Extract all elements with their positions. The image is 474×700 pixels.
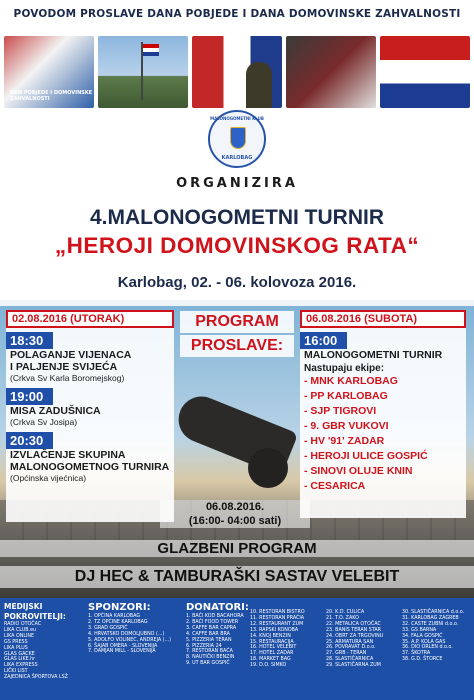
logo-bottom-text: KARLOBAG: [221, 155, 253, 161]
media-sponsor: LIKA EXPRESS: [4, 663, 38, 669]
tournament-title: 4.MALONOGOMETNI TURNIR: [90, 206, 384, 229]
donor: 15. RESTAURACIJA: [250, 639, 294, 645]
donor: 37. ŠKOTRA: [402, 651, 431, 657]
donor: 1. BAĆI KOD BACAHORA: [186, 614, 244, 619]
donor: 3. CAFFE BAR CAPRA: [186, 625, 237, 631]
donors-column-2: [250, 610, 322, 669]
donor: 29. SLASTIČARNA ZUM: [326, 663, 381, 669]
day2-event: MALONOGOMETNI TURNIR: [304, 349, 443, 361]
donor: 23. BANIS TERAN STAR: [326, 627, 382, 633]
team-item: - CESARICA: [304, 480, 366, 492]
donor: 5. PIZZERIA TERAN: [186, 637, 232, 643]
team-item: - 9. GBR VUKOVI: [304, 420, 389, 432]
program-word: PROGRAM: [180, 311, 294, 333]
logo-top-text: MALONOGOMETNI KLUB: [210, 116, 264, 121]
donor: 26. POVRAVAT D.o.o.: [326, 645, 376, 651]
day2-schedule: [300, 310, 466, 518]
soldier-figure: [246, 62, 272, 108]
day2-date: 06.08.2016 (SUBOTA): [300, 310, 466, 328]
team-item: - PP KARLOBAG: [304, 390, 388, 402]
media-sponsors-column: [4, 602, 86, 681]
donor: 7. RESTORAN BAĆA: [186, 649, 233, 655]
team-item: - HEROJI ULICE GOSPIĆ: [304, 450, 428, 462]
sponsor: 2. TZ OPĆINE KARLOBAG: [88, 619, 148, 625]
tournament-date: 06.08.2016.: [205, 501, 265, 513]
organizer-label: ORGANIZIRA: [176, 176, 298, 191]
media-sponsor: GS PRESS: [4, 639, 28, 645]
donor: 4. CAFFE BAR BRA: [186, 631, 230, 637]
photo-soldier-portrait: [286, 36, 376, 108]
media-sponsors-title: MEDIJSKI POKROVITELJI:: [4, 602, 66, 621]
donor: 32. CASTE ZUBNI d.o.o.: [402, 621, 459, 627]
donor: 13. RAPSKI KONOBA: [250, 627, 299, 633]
sponsor: 5. ADOLFO VOLINEC, ANDREJA (...): [88, 637, 172, 643]
sponsor: 3. GRAD GOSPIĆ: [88, 625, 128, 631]
team-item: - MNK KARLOBAG: [304, 375, 398, 387]
tournament-time: [160, 500, 310, 528]
event1-location: (Crkva Sv Karla Boromejskog): [10, 373, 125, 383]
event3-time: 20:30: [6, 432, 53, 449]
team-item: - HV '91' ZADAR: [304, 435, 385, 447]
donor: 38. G.D. ŠTORCE: [402, 657, 443, 663]
media-sponsor: GLAS LIKE.hr: [4, 657, 36, 663]
donor: 8. NAUTIČKI BENZIN: [186, 655, 235, 661]
photo-caption: DAN POBJEDE I DOMOVINSKE ZAHVALNOSTI: [10, 90, 93, 102]
team-item: - SINOVI OLUJE KNIN: [304, 465, 413, 477]
photo-flag-banner: [4, 36, 94, 108]
program-heading: [180, 311, 294, 359]
day1-schedule: [6, 310, 174, 522]
media-sponsor: LIKA PLUS: [4, 645, 28, 651]
sponsors-title: SPONZORI:: [88, 602, 151, 613]
club-logo: [208, 110, 266, 168]
donors-title: DONATORI:: [186, 602, 249, 613]
event1-title-line2: I PALJENJE SVIJEĆA: [10, 361, 118, 373]
photo-strip: [4, 36, 470, 108]
donor: 22. METALICA OTOČAC: [326, 621, 381, 627]
donor: 27. GRB - TERAN: [326, 651, 367, 657]
donor: 35. A.P. KOLA GAS: [402, 639, 446, 645]
event1-time: 18:30: [6, 332, 53, 349]
event2-time: 19:00: [6, 388, 53, 405]
donor: 14. KNOJ BENZIN: [250, 633, 291, 639]
donor: 25. ARMATURA SAN: [326, 639, 374, 645]
media-sponsor: RADIO OTOČAC: [4, 622, 42, 627]
donor: 19. D.O. SIMKO: [250, 663, 287, 669]
donor: 16. HOTEL VELEBIT: [250, 645, 297, 651]
sponsor: 7. DAMJAN MILL - SLOVENIJA: [88, 649, 156, 655]
event3-title-line2: MALONOGOMETNOG TURNIRA: [10, 461, 170, 473]
donor: 11. RESTORAN PRAĆIA: [250, 615, 305, 621]
donor: 28. SLASTIČARNICA: [326, 657, 374, 663]
donors-column-4: [402, 610, 472, 663]
donor: 20. K.D. CULICA: [326, 610, 365, 615]
event1-title-line1: POLAGANJE VIJENACA: [10, 349, 132, 361]
tournament-hours: (16:00- 04:00 sati): [188, 515, 282, 527]
music-program-title: GLAZBENI PROGRAM: [0, 540, 474, 557]
photo-flag-crowd: [380, 36, 470, 108]
tournament-name: „HEROJI DOMOVINSKOG RATA“: [54, 233, 420, 258]
proslave-word: PROSLAVE:: [180, 335, 294, 357]
donor: 30. SLASTIČARNICA d.o.o.: [402, 610, 465, 615]
sponsors-section: [0, 598, 474, 700]
donor: 33. GS BARNA: [402, 627, 437, 633]
day2-time: 16:00: [300, 332, 347, 349]
event2-location: (Crkva Sv Josipa): [10, 417, 78, 427]
performers: DJ HEC & TAMBURAŠKI SASTAV VELEBIT: [0, 566, 474, 588]
sponsor: 1. OPĆINA KARLOBAG: [88, 614, 141, 619]
media-sponsor: ZAJEDNICA ŠPORTOVA LSŽ: [4, 675, 68, 681]
donor: 17. HOTEL ZADAR: [250, 651, 294, 657]
donor: 9. UT BAR GOSPIĆ: [186, 661, 230, 667]
donor: 21. T.O. ZAKO: [326, 615, 359, 621]
teams-title: Nastupaju ekipe:: [304, 363, 385, 374]
donors-column-3: [326, 610, 398, 669]
donor: 31. KARLOBAG ZAGREB: [402, 615, 459, 621]
sponsors-column: [88, 602, 184, 655]
donor: 34. FALA GOSPIĆ: [402, 633, 443, 639]
photo-soldier-flag: [192, 36, 282, 108]
event2-title: MISA ZADUŠNICA: [10, 405, 101, 417]
donor: 6. PIZZERIA 24: [186, 643, 222, 649]
team-item: - SJP TIGROVI: [304, 405, 377, 417]
sponsor: 4. HRVATSKO DOMOLJUBNO (...): [88, 631, 165, 637]
header-text: POVODOM PROSLAVE DANA POBJEDE I DANA DOMOVINSKE ZAHVALNOSTI: [13, 8, 461, 20]
donor: 10. RESTORAN BISTRO: [250, 610, 305, 615]
donors-column-1: [186, 602, 248, 667]
media-sponsor: LIKA CLUB.eu: [4, 627, 37, 633]
sponsor: 6. ŠAJAB OMERA - SLOVENIJA: [88, 643, 158, 649]
media-sponsor: LIKA ONLINE: [4, 633, 35, 639]
donor: 36. DIO ORLEN d.o.o.: [402, 645, 453, 651]
event3-location: (Općinska vijećnica): [10, 473, 87, 483]
event3-title-line1: IZVLAČENJE SKUPINA: [10, 449, 126, 461]
donor: 18. MARKET BAG: [250, 657, 291, 663]
photo-fortress-flag: [98, 36, 188, 108]
place-and-dates: Karlobag, 02. - 06. kolovoza 2016.: [117, 274, 357, 291]
cannon-wheel: [248, 448, 288, 488]
day1-date: 02.08.2016 (UTORAK): [6, 310, 174, 328]
media-sponsor: LIČKI LIST: [4, 669, 28, 675]
media-sponsor: GLAS GACKE: [4, 651, 35, 657]
donor: 24. OBRT ZA TRGOVINU: [326, 633, 384, 639]
shield-icon: [230, 127, 246, 149]
croatian-flag-icon: [143, 44, 159, 56]
donor: 2. BAĆI FOOD TOWER: [186, 619, 239, 625]
donor: 12. RESTAURANT ZUM: [250, 621, 304, 627]
